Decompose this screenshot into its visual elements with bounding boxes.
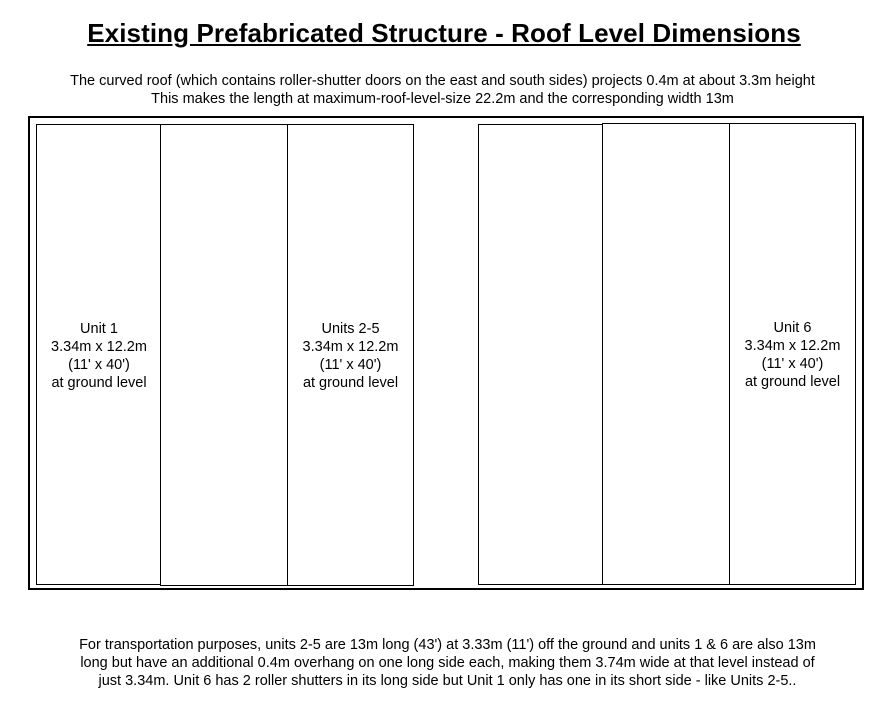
unit-1-name: Unit 1 [80,321,118,337]
units-2-5-imperial: (11' x 40') [319,357,382,373]
unit-6-size: 3.34m x 12.2m [744,338,841,354]
subtitle-line-1: The curved roof (which contains roller-shutter doors on the east and south sides) projects 0.4m at about 3.3m height [70,73,815,89]
unit-1-size: 3.34m x 12.2m [51,339,147,355]
units-2-5-name: Units 2-5 [321,321,380,337]
unit-right-1-rect [478,124,603,585]
unit-right-2-rect [602,123,730,585]
unit-1-imperial: (11' x 40') [68,357,130,373]
footer-note [0,636,895,690]
unit-6-level: at ground level [744,374,841,390]
diagram-title: Existing Prefabricated Structure - Roof Level Dimensions [87,18,801,48]
footer-line-3: just 3.34m. Unit 6 has 2 roller shutters in its long side but Unit 1 only has one in its short side - like Units 2-5.. [98,673,797,689]
unit-6-name: Unit 6 [773,320,812,336]
units-2-5-level: at ground level [302,375,399,391]
footer-line-1: For transportation purposes, units 2-5 are 13m long (43') at 3.33m (11') off the ground and units 1 & 6 are also 13m [79,637,816,653]
units-2-5-size: 3.34m x 12.2m [302,339,399,355]
unit-6-label [729,319,856,391]
unit-left-2-rect [160,124,288,586]
unit-1-label [36,320,162,392]
footer-line-2: long but have an additional 0.4m overhang on one long side each, making them 3.74m wide at that level instead of [80,655,815,671]
units-2-5-label [287,320,414,392]
subtitle-line-2: This makes the length at maximum-roof-level-size 22.2m and the corresponding width 13m [151,91,734,107]
unit-6-imperial: (11' x 40') [761,356,824,372]
unit-1-level: at ground level [51,375,147,391]
